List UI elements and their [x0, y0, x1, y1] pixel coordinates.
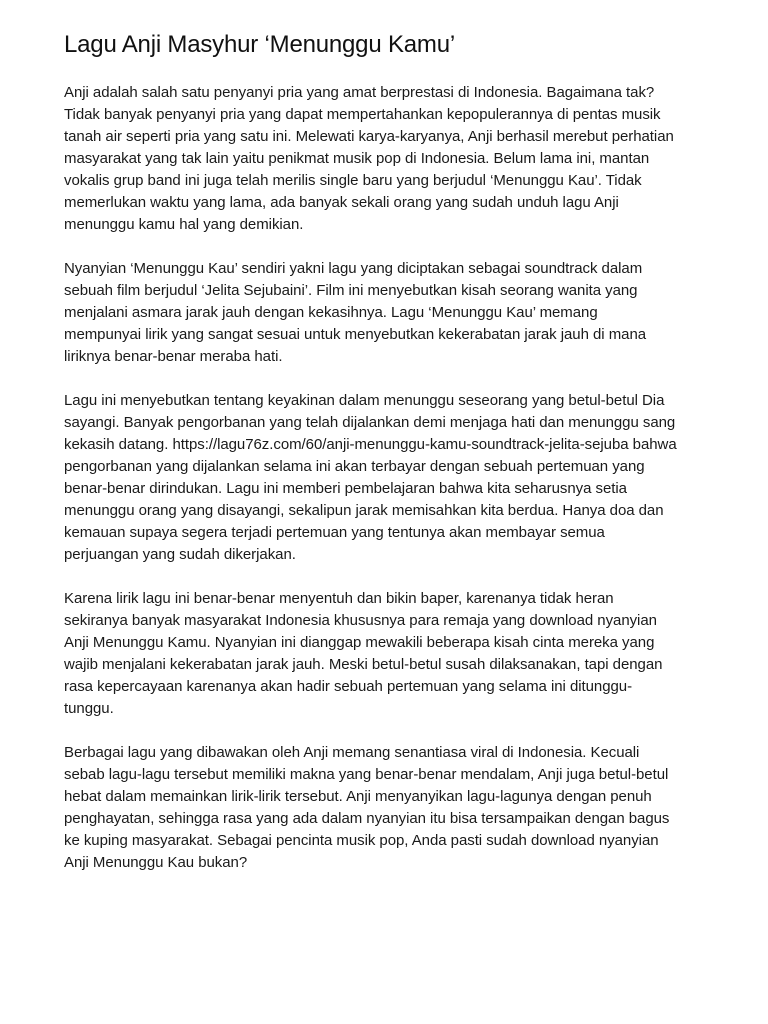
- text-line: wajib menjalani kekerabatan jarak jauh. Meski betul-betul susah dilaksanakan, tapi dengan: [64, 656, 663, 673]
- text-line: Lagu ini menyebutkan tentang keyakinan dalam menunggu seseorang yang betul-betul Dia: [64, 392, 665, 409]
- text-line: memerlukan waktu yang lama, ada banyak sekali orang yang sudah unduh lagu Anji: [64, 194, 619, 211]
- paragraph-3: [64, 390, 708, 566]
- text-line: tanah air seperti pria yang satu ini. Melewati karya-karyanya, Anji berhasil merebut perhatian: [64, 128, 674, 145]
- text-line: Anji Menunggu Kamu. Nyanyian ini dianggap mewakili beberapa kisah cinta mereka yang: [64, 634, 655, 651]
- text-line: vokalis grup band ini juga telah merilis single baru yang berjudul ‘Menunggu Kau’. Tidak: [64, 172, 642, 189]
- text-line: Karena lirik lagu ini benar-benar menyentuh dan bikin baper, karenanya tidak heran: [64, 590, 614, 607]
- document-title: Lagu Anji Masyhur ‘Menunggu Kamu’: [64, 31, 455, 58]
- text-line: ke kuping masyarakat. Sebagai pencinta musik pop, Anda pasti sudah download nyanyian: [64, 832, 659, 849]
- text-line: sekiranya banyak masyarakat Indonesia khususnya para remaja yang download nyanyian: [64, 612, 657, 629]
- text-line: menunggu orang yang disayangi, sekalipun jarak memisahkan kita berdua. Hanya doa dan: [64, 502, 664, 519]
- text-line: Nyanyian ‘Menunggu Kau’ sendiri yakni lagu yang diciptakan sebagai soundtrack dalam: [64, 260, 643, 277]
- text-line: hebat dalam memainkan lirik-lirik tersebut. Anji menyanyikan lagu-lagunya dengan penuh: [64, 788, 652, 805]
- text-line: menunggu kamu hal yang demikian.: [64, 216, 304, 233]
- text-line: kemauan supaya segera terjadi pertemuan yang tentunya akan membayar semua: [64, 524, 605, 541]
- text-line: tunggu.: [64, 700, 114, 717]
- text-line: Anji Menunggu Kau bukan?: [64, 854, 248, 871]
- paragraph-4: [64, 588, 708, 720]
- text-line: benar-benar dirindukan. Lagu ini memberi pembelajaran bahwa kita seharusnya setia: [64, 480, 627, 497]
- text-line: menjalani asmara jarak jauh dengan kekasihnya. Lagu ‘Menunggu Kau’ memang: [64, 304, 598, 321]
- text-line: sebab lagu-lagu tersebut memiliki makna yang benar-benar mendalam, Anji juga betul-betul: [64, 766, 669, 783]
- paragraph-5: [64, 742, 708, 874]
- text-line: liriknya benar-benar meraba hati.: [64, 348, 283, 365]
- text-line: Tidak banyak penyanyi pria yang dapat mempertahankan kepopulerannya di pentas musik: [64, 106, 661, 123]
- text-line: Anji adalah salah satu penyanyi pria yang amat berprestasi di Indonesia. Bagaimana tak?: [64, 84, 655, 101]
- text-line: mempunyai lirik yang sangat sesuai untuk menyebutkan kekerabatan jarak jauh di mana: [64, 326, 647, 343]
- text-line: sebuah film berjudul ‘Jelita Sejubaini’. Film ini menyebutkan kisah seorang wanita yang: [64, 282, 638, 299]
- text-line: masyarakat yang tak lain yaitu penikmat musik pop di Indonesia. Belum lama ini, mantan: [64, 150, 650, 167]
- text-line: perjuangan yang sudah dikerjakan.: [64, 546, 296, 563]
- text-line: Berbagai lagu yang dibawakan oleh Anji memang senantiasa viral di Indonesia. Kecuali: [64, 744, 640, 761]
- text-line: sayangi. Banyak pengorbanan yang telah dijalankan demi menjaga hati dan menunggu sang: [64, 414, 676, 431]
- text-line: kekasih datang. https://lagu76z.com/60/anji-menunggu-kamu-soundtrack-jelita-sejuba bahwa: [64, 436, 677, 453]
- text-line: rasa kepercayaan karenanya akan hadir sebuah pertemuan yang selama ini ditunggu-: [64, 678, 633, 695]
- text-line: pengorbanan yang dijalankan selama ini akan terbayar dengan sebuah pertemuan yang: [64, 458, 645, 475]
- text-line: penghayatan, sehingga rasa yang ada dalam nyanyian itu bisa tersampaikan dengan bagus: [64, 810, 670, 827]
- paragraph-2: [64, 258, 708, 368]
- paragraph-1: [64, 82, 708, 236]
